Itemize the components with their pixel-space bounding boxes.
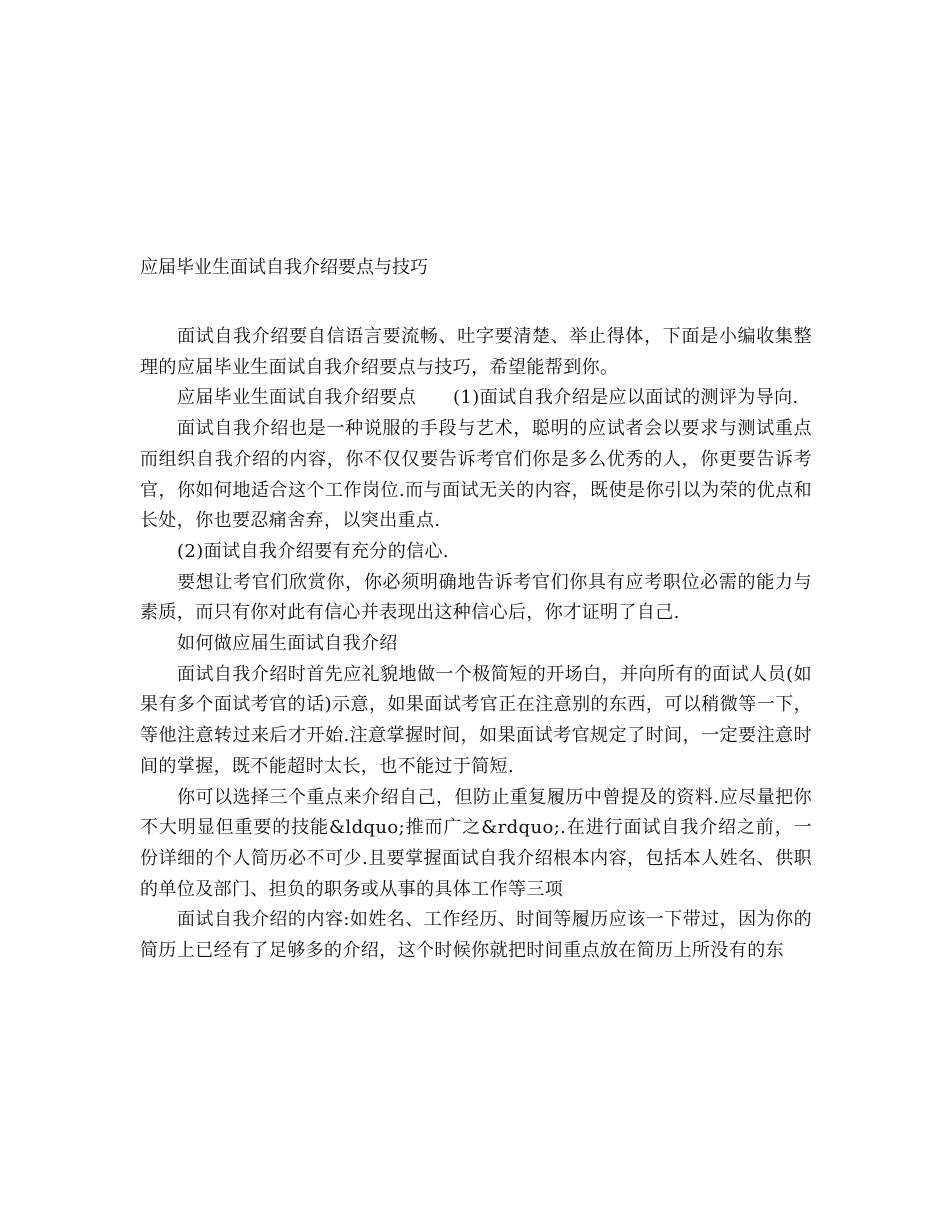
paragraph: 应届毕业生面试自我介绍要点 (1)面试自我介绍是应以面试的测评为导向. [177,387,799,409]
paragraph: (2)面试自我介绍要有充分的信心. [177,540,450,562]
paragraph: 你可以选择三个重点来介绍自己，但防止重复履历中曾提及的资料.应尽量把你不大明显但重要的技能&ldquo;推而广之&rdquo;.在进行面试自我介绍之前，一份详细的个人简历必不可少.且要掌握面试自我介绍根本内容，包括本人姓名、供职的单位及部门、担负的职务或从事的具体工作等三项 [140,786,812,900]
document-body [140,322,812,967]
paragraph: 面试自我介绍也是一种说服的手段与艺术，聪明的应试者会以要求与测试重点而组织自我介绍的内容，你不仅仅要告诉考官们你是多么优秀的人，你更要告诉考官，你如何地适合这个工作岗位.而与面试无关的内容，既使是你引以为荣的优点和长处，你也要忍痛舍弃，以突出重点. [140,418,812,532]
paragraph: 要想让考官们欣赏你，你必须明确地告诉考官们你具有应考职位必需的能力与素质，而只有你对此有信心并表现出这种信心后，你才证明了自己. [140,571,812,624]
document-title: 应届毕业生面试自我介绍要点与技巧 [140,257,428,278]
paragraph: 面试自我介绍时首先应礼貌地做一个极简短的开场白，并向所有的面试人员(如果有多个面试考官的话)示意，如果面试考官正在注意别的东西，可以稍微等一下，等他注意转过来后才开始.注意掌握时间，如果面试考官规定了时间，一定要注意时间的掌握，既不能超时太长，也不能过于简短. [140,663,812,777]
paragraph: 面试自我介绍的内容:如姓名、工作经历、时间等履历应该一下带过，因为你的简历上已经有了足够多的介绍，这个时候你就把时间重点放在简历上所没有的东 [140,909,812,962]
section-heading: 如何做应届生面试自我介绍 [177,633,398,655]
paragraph: 面试自我介绍要自信语言要流畅、吐字要清楚、举止得体，下面是小编收集整理的应届毕业生面试自我介绍要点与技巧，希望能帮到你。 [140,326,812,378]
